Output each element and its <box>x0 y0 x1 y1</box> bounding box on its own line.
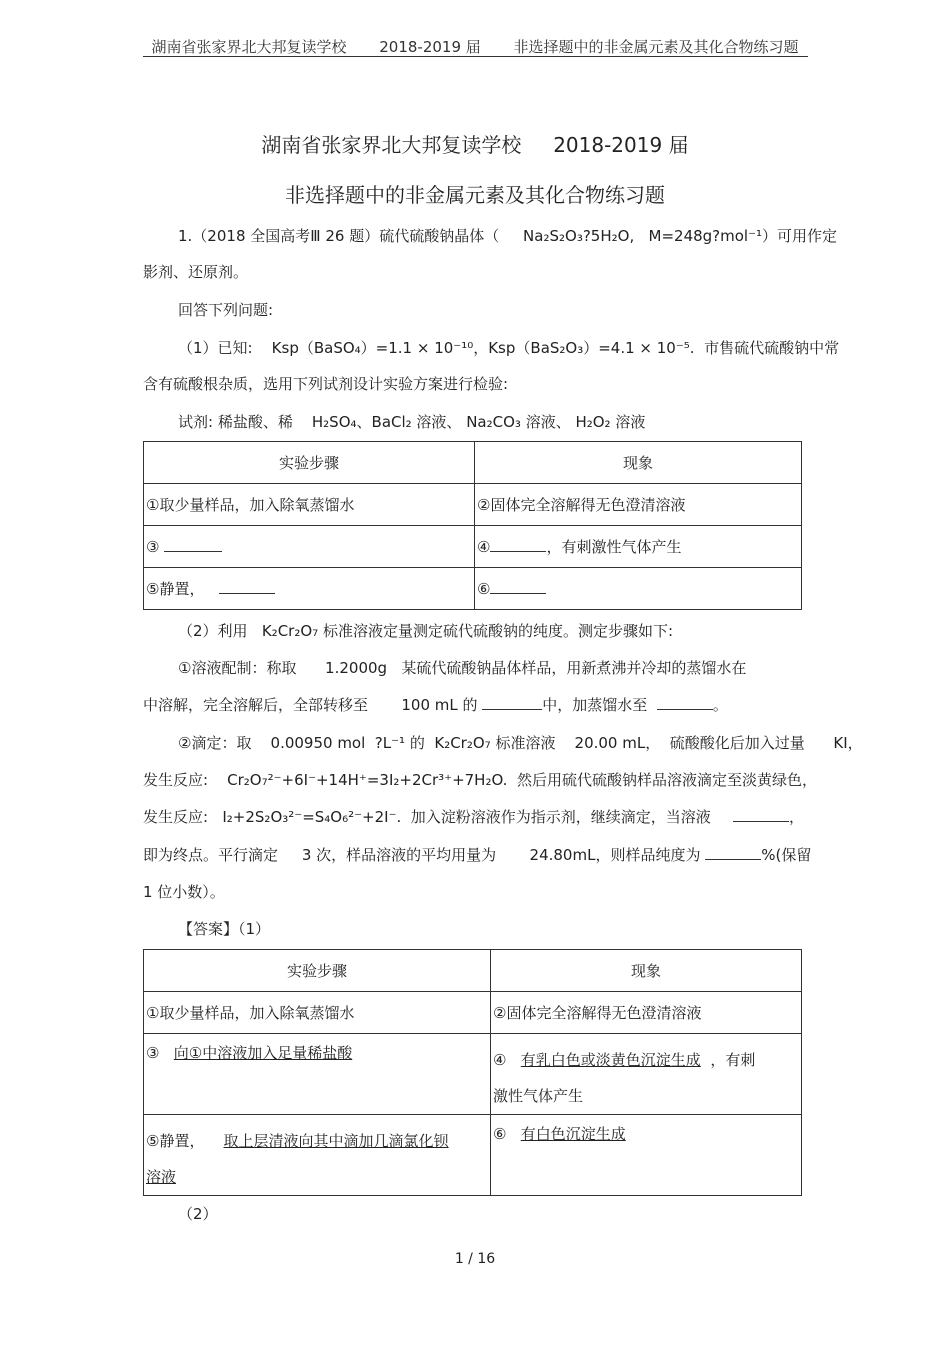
a-table-row2-step <box>144 1034 491 1115</box>
a-table-header-step: 实验步骤 <box>144 950 491 992</box>
answer-part2-label: （2） <box>178 1205 218 1223</box>
q-table-row3-phenomenon <box>475 568 802 610</box>
header-rule <box>143 56 808 57</box>
q-table-row3-step <box>144 568 475 610</box>
question-table <box>143 441 802 610</box>
q1-part2-line2: ①溶液配制：称取 1.2000g 某硫代硫酸钠晶体样品，用新煮沸并冷却的蒸馏水在 <box>178 659 747 677</box>
running-header <box>0 36 950 57</box>
title-line1: 湖南省张家界北大邦复读学校 2018-2019 届 <box>261 133 689 157</box>
a-r3-step-label: ⑤静置， <box>146 1132 205 1150</box>
q1-part2-line3 <box>143 695 728 715</box>
answer-table <box>143 949 802 1196</box>
p2-f1: 发生反应: I₂+2S₂O₃²⁻=S₄O₆²⁻+2I⁻. 加入淀粉溶液作为指示剂，继续滴定，当溶液 <box>143 808 711 826</box>
answer-blank[interactable] <box>482 695 542 710</box>
a-table-row3-step <box>144 1115 491 1196</box>
q1-reagents: 试剂: 稀盐酸、稀 H₂SO₄、BaCl₂ 溶液、 Na₂CO₃ 溶液、 H₂O₂ 溶液 <box>178 413 646 431</box>
q1-part1-line1: （1）已知: Ksp（BaSO₄）=1.1 × 10⁻¹⁰，Ksp（BaS₂O₃）=4.1 × 10⁻⁵. 市售硫代硫酸钠中常 <box>178 339 840 357</box>
a-r3-phen-answer: 有白色沉淀生成 <box>520 1125 626 1143</box>
a-table-row1-phenomenon: ②固体完全溶解得无色澄清溶液 <box>491 992 802 1034</box>
a-r3-step-answer2: 溶液 <box>146 1168 177 1186</box>
answer-blank[interactable] <box>490 579 546 594</box>
a-r2-phen-label: ④ <box>493 1051 507 1069</box>
a-table-row2-phenomenon <box>491 1034 802 1115</box>
q-r2-step-label: ③ <box>146 538 160 556</box>
a-r2-phen-text: ，有刺 <box>710 1051 756 1069</box>
a-r2-phen-text2: 激性气体产生 <box>493 1087 584 1105</box>
a-r3-phen-label: ⑥ <box>493 1125 507 1143</box>
q1-prompt: 回答下列问题: <box>178 301 274 319</box>
page-number: 1 / 16 <box>454 1251 496 1267</box>
q1-part2-line1: （2）利用 K₂Cr₂O₇ 标准溶液定量测定硫代硫酸钠的纯度。测定步骤如下: <box>178 622 673 640</box>
q-table-row2-step <box>144 526 475 568</box>
header-school: 湖南省张家界北大邦复读学校 <box>151 38 347 56</box>
answer-blank[interactable] <box>705 845 761 860</box>
answer-label: 【答案】（1） <box>178 920 271 938</box>
answer-blank[interactable] <box>164 537 222 552</box>
header-year: 2018-2019 届 <box>379 38 481 56</box>
title-line2: 非选择题中的非金属元素及其化合物练习题 <box>285 183 665 207</box>
q-table-row1-step: ①取少量样品，加入除氧蒸馏水 <box>144 484 475 526</box>
q1-part1-line2: 含有硫酸根杂质，选用下列试剂设计实验方案进行检验: <box>143 375 509 393</box>
a-table-row1-step: ①取少量样品，加入除氧蒸馏水 <box>144 992 491 1034</box>
q-r2-phen-label: ④ <box>477 538 491 556</box>
p2-c1: 中溶解，完全溶解后，全部转移至 100 mL 的 <box>143 696 478 714</box>
q1-part2-line8: 1 位小数）。 <box>143 883 225 901</box>
answer-blank[interactable] <box>219 579 275 594</box>
answer-blank[interactable] <box>733 807 789 822</box>
answer-blank[interactable] <box>490 537 546 552</box>
a-r2-phen-answer: 有乳白色或淡黄色沉淀生成 <box>520 1051 701 1069</box>
a-r2-step-label: ③ <box>146 1044 160 1062</box>
p2-g1: 即为终点。平行滴定 3 次，样品溶液的平均用量为 24.80mL，则样品纯度为 <box>143 846 701 864</box>
q1-intro-line1: 1.（2018 全国高考Ⅲ 26 题）硫代硫酸钠晶体（ Na₂S₂O₃?5H₂O, M=248g?mol⁻¹）可用作定 <box>178 227 838 245</box>
q1-part2-line4: ②滴定：取 0.00950 mol ?L⁻¹ 的 K₂Cr₂O₇ 标准溶液 20.00 mL， 硫酸酸化后加入过量 KI， <box>178 734 863 752</box>
p2-g2: %(保留 <box>761 846 812 864</box>
q-table-row2-phenomenon <box>475 526 802 568</box>
a-table-header-phenomenon: 现象 <box>491 950 802 992</box>
q-table-header-phenomenon: 现象 <box>475 442 802 484</box>
p2-c3: 。 <box>712 696 728 714</box>
q1-part2-line5: 发生反应: Cr₂O₇²⁻+6I⁻+14H⁺=3I₂+2Cr³⁺+7H₂O. 然后用硫代硫酸钠样品溶液滴定至淡黄绿色， <box>143 771 817 789</box>
a-r3-step-answer: 取上层清液向其中滴加几滴氯化钡 <box>223 1132 449 1150</box>
q-r3-step-label: ⑤静置， <box>146 580 205 598</box>
q-table-header-step: 实验步骤 <box>144 442 475 484</box>
q1-part2-line6-end <box>733 807 804 827</box>
answer-blank[interactable] <box>657 695 713 710</box>
q-r3-phen-label: ⑥ <box>477 580 491 598</box>
p2-f2: ， <box>789 808 805 826</box>
q1-part2-line6 <box>143 807 711 827</box>
q1-part2-line7 <box>143 845 811 865</box>
q1-intro-line2: 影剂、还原剂。 <box>143 263 249 281</box>
p2-c2: 中，加蒸馏水至 <box>542 696 648 714</box>
q-r2-phen-text: ，有刺激性气体产生 <box>546 538 682 556</box>
a-r2-step-answer: 向①中溶液加入足量稀盐酸 <box>173 1044 353 1062</box>
a-table-row3-phenomenon <box>491 1115 802 1196</box>
q-table-row1-phenomenon: ②固体完全溶解得无色澄清溶液 <box>475 484 802 526</box>
header-topic: 非选择题中的非金属元素及其化合物练习题 <box>513 38 799 56</box>
